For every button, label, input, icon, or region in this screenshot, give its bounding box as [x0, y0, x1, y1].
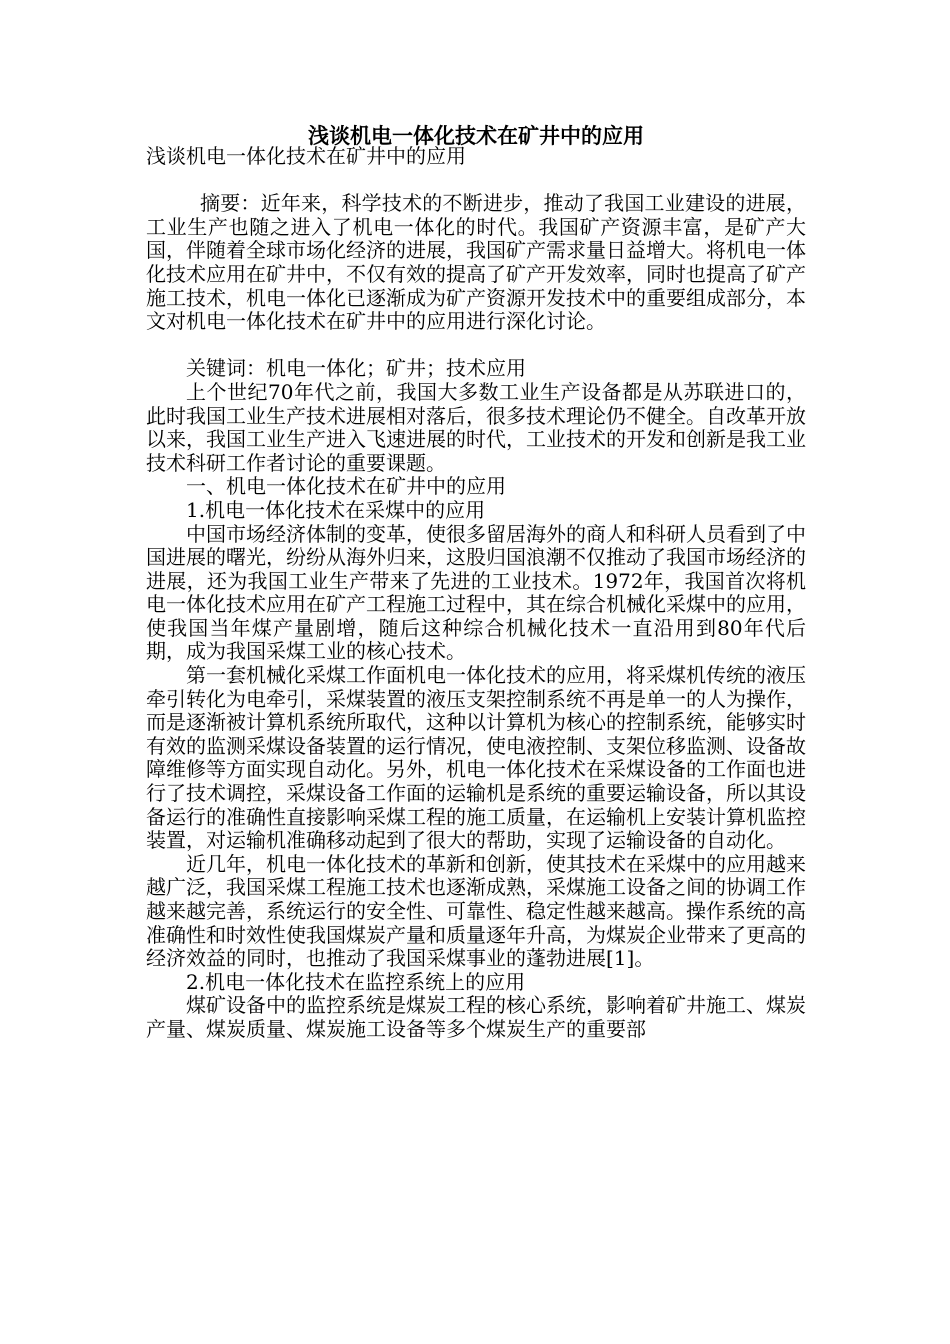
- intro-paragraph: 上个世纪70年代之前，我国大多数工业生产设备都是从苏联进口的，此时我国工业生产技术进展相对落后，很多技术理论仍不健全。自改革开放以来，我国工业生产进入飞速进展的时代，工业技术的开发和创新是我工业技术科研工作者讨论的重要课题。: [146, 379, 806, 475]
- document-title: 浅谈机电一体化技术在矿井中的应用: [308, 123, 644, 148]
- spacer: [146, 169, 806, 193]
- section-heading: 一、机电一体化技术在矿井中的应用: [186, 474, 506, 499]
- document-subtitle: 浅谈机电一体化技术在矿井中的应用: [146, 144, 466, 168]
- document-body: [146, 145, 806, 1042]
- subsection-heading: 2.机电一体化技术在监控系统上的应用: [186, 969, 526, 994]
- spacer: [146, 334, 806, 358]
- subsection-heading: 1.机电一体化技术在采煤中的应用: [186, 497, 486, 522]
- body-paragraph: 第一套机械化采煤工作面机电一体化技术的应用，将采煤机传统的液压牵引转化为电牵引，采煤装置的液压支架控制系统不再是单一的人为操作，而是逐渐被计算机系统所取代，这种以计算机为核心的控制系统，能够实时有效的监测采煤设备装置的运行情况，使电液控制、支架位移监测、设备故障维修等方面实现自动化。另外，机电一体化技术在采煤设备的工作面也进行了技术调控，采煤设备工作面的运输机是系统的重要运输设备，所以其设备运行的准确性直接影响采煤工程的施工质量，在运输机上安装计算机监控装置，对运输机准确移动起到了很大的帮助，实现了运输设备的自动化。: [146, 663, 806, 853]
- body-paragraph: 中国市场经济体制的变革，使很多留居海外的商人和科研人员看到了中国进展的曙光，纷纷从海外归来，这股归国浪潮不仅推动了我国市场经济的进展，还为我国工业生产带来了先进的工业技术。1972年，我国首次将机电一体化技术应用在矿产工程施工过程中，其在综合机械化采煤中的应用，使我国当年煤产量剧增，随后这种综合机械化技术一直沿用到80年代后期，成为我国采煤工业的核心技术。: [146, 521, 806, 664]
- body-paragraph: 近几年，机电一体化技术的革新和创新，使其技术在采煤中的应用越来越广泛，我国采煤工程施工技术也逐渐成熟，采煤施工设备之间的协调工作越来越完善，系统运行的安全性、可靠性、稳定性越来越高。操作系统的高准确性和时效性使我国煤炭产量和质量逐年升高，为煤炭企业带来了更高的经济效益的同时，也推动了我国采煤事业的蓬勃进展[1]。: [146, 851, 806, 971]
- abstract-paragraph: 摘要：近年来，科学技术的不断进步，推动了我国工业建设的进展，工业生产也随之进入了机电一体化的时代。我国矿产资源丰富，是矿产大国，伴随着全球市场化经济的进展，我国矿产需求量日益增大。将机电一体化技术应用在矿井中，不仅有效的提高了矿产开发效率，同时也提高了矿产施工技术，机电一体化已逐渐成为矿产资源开发技术中的重要组成部分，本文对机电一体化技术在矿井中的应用进行深化讨论。: [146, 191, 806, 334]
- keywords-line: 关键词：机电一体化；矿井；技术应用: [186, 356, 526, 381]
- body-paragraph: 煤矿设备中的监控系统是煤炭工程的核心系统，影响着矿井施工、煤炭产量、煤炭质量、煤炭施工设备等多个煤炭生产的重要部: [146, 993, 806, 1041]
